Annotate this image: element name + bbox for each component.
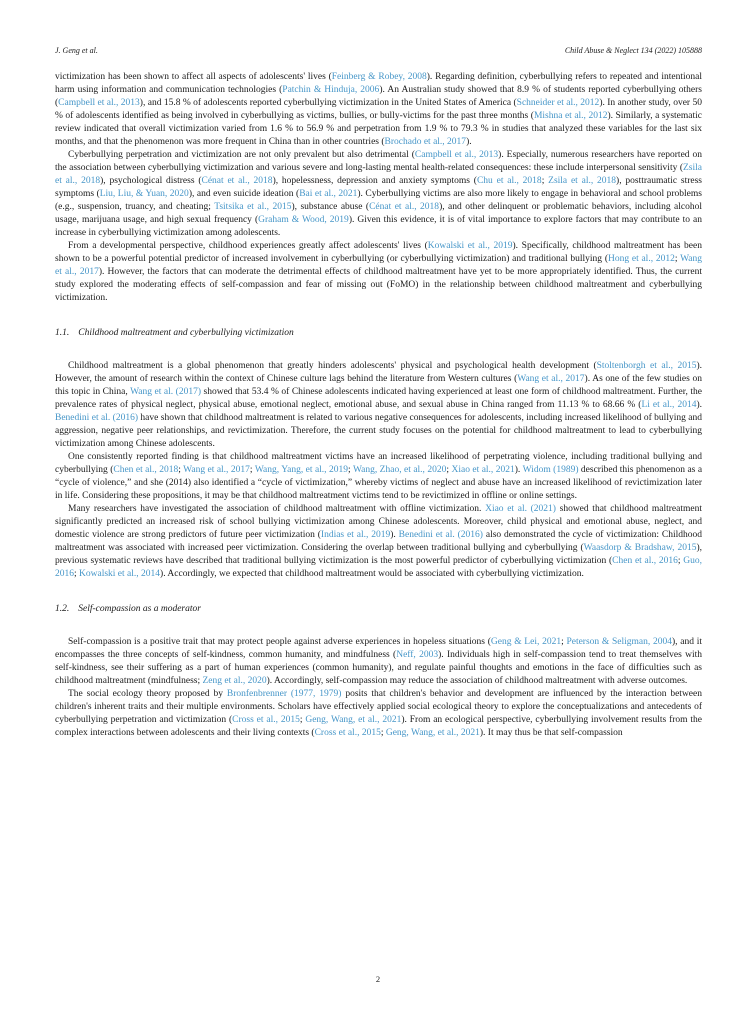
citation-link[interactable]: Campbell et al., 2013 bbox=[414, 150, 499, 160]
citation-link[interactable]: Geng & Lei, 2021 bbox=[490, 637, 562, 647]
running-head bbox=[55, 46, 702, 55]
body-text: Cyberbullying perpetration and victimization are not only prevalent but also detrimental ( bbox=[68, 150, 415, 160]
body-text: ). In another study, over 50 % of adolescents identified as being involved in cyberbullying as victims, bullies, or bully-victims for the past three months ( bbox=[55, 98, 702, 121]
paragraph bbox=[55, 149, 702, 240]
body-text: ; bbox=[677, 556, 684, 566]
citation-link[interactable]: Zeng et al., 2020 bbox=[202, 676, 267, 686]
body-text: ). However, the factors that can moderate the detrimental effects of childhood maltreatment have yet to be more appropriately identified. Thus, the current study explored the moderating effects of self-compassion and fear of missing out (FoMO) in the relationship between childhood maltreatment and cyberbullying victimization. bbox=[55, 267, 702, 303]
body-text: ). It may thus be that self-compassion bbox=[479, 728, 623, 738]
citation-link[interactable]: Wang, Yang, et al., 2019 bbox=[254, 465, 349, 475]
paragraph bbox=[55, 451, 702, 503]
body-text: ). As one of the few studies on this topic in China, bbox=[55, 374, 702, 397]
body-text: The social ecology theory proposed by bbox=[68, 689, 227, 699]
citation-link[interactable]: Widom (1989) bbox=[522, 465, 579, 475]
citation-link[interactable]: Kowalski et al., 2019 bbox=[427, 241, 513, 251]
body-text: ). Accordingly, self-compassion may reduce the association of childhood maltreatment with adverse outcomes. bbox=[266, 676, 688, 686]
body-text: victimization has been shown to affect all aspects of adolescents' lives ( bbox=[55, 72, 332, 82]
citation-link[interactable]: Brochado et al., 2017 bbox=[384, 137, 467, 147]
citation-link[interactable]: Cross et al., 2015 bbox=[232, 715, 300, 725]
citation-link[interactable]: Chen et al., 2018 bbox=[113, 465, 179, 475]
citation-link[interactable]: Hong et al., 2012 bbox=[607, 254, 675, 264]
citation-link[interactable]: Graham & Wood, 2019 bbox=[258, 215, 349, 225]
citation-link[interactable]: Liu, Liu, & Yuan, 2020 bbox=[99, 189, 189, 199]
body-text: ). Especially, numerous researchers have reported on the association between cyberbullying victimization and various severe and long-lasting mental health-related consequences: these include interpersonal sensitivity ( bbox=[55, 150, 702, 173]
citation-link[interactable]: Cross et al., 2015 bbox=[314, 728, 381, 738]
citation-link[interactable]: Wang et al. (2017) bbox=[130, 387, 201, 397]
citation-link[interactable]: Neff, 2003 bbox=[396, 650, 439, 660]
citation-link[interactable]: Bai et al., 2021 bbox=[299, 189, 358, 199]
body-text: ), hopelessness, depression and anxiety symptoms ( bbox=[272, 176, 477, 186]
citation-link[interactable]: Wang et al., 2017 bbox=[55, 254, 703, 277]
citation-link[interactable]: Tsitsika et al., 2015 bbox=[214, 202, 292, 212]
body-text: ). Individuals high in self-compassion tend to treat themselves with self-kindness, see their suffering as a part of human experiences (common humanity), and regulate painful thoughts and emotions in the face of difficulties such as childhood maltreatment (mindfulness; bbox=[55, 650, 702, 686]
body-text: ), posttraumatic stress symptoms ( bbox=[55, 176, 703, 199]
body-text: ; bbox=[348, 465, 353, 475]
body-text: ). Specifically, childhood maltreatment has been shown to be a powerful potential predictor of increased involvement in cyberbullying (or cyberbullying victimization) and traditional bullying ( bbox=[55, 241, 702, 264]
body-text: ; bbox=[674, 254, 681, 264]
body-text: ; bbox=[74, 569, 80, 579]
citation-link[interactable]: Stoltenborgh et al., 2015 bbox=[596, 361, 697, 371]
paragraph bbox=[55, 240, 702, 305]
page-number: 2 bbox=[375, 974, 381, 984]
body-text: showed that childhood maltreatment significantly predicted an increased risk of school bullying victimization among Chinese adolescents. Moreover, child physical and emotional abuse, neglect, and domestic violence are strong predictors of future peer victimization ( bbox=[55, 504, 702, 540]
citation-link[interactable]: Guo, 2016 bbox=[55, 556, 703, 579]
citation-link[interactable]: Xiao et al. (2021) bbox=[485, 504, 556, 514]
citation-link[interactable]: Wang et al., 2017 bbox=[517, 374, 585, 384]
citation-link[interactable]: Zsila et al., 2018 bbox=[548, 176, 617, 186]
body-text: ; bbox=[541, 176, 549, 186]
body-text: ), and it encompasses the three concepts of self-kindness, common humanity, and mindfulness ( bbox=[55, 637, 702, 660]
citation-link[interactable]: Schneider et al., 2012 bbox=[516, 98, 600, 108]
section-heading bbox=[55, 327, 702, 340]
citation-link[interactable]: Wang, Zhao, et al., 2020 bbox=[352, 465, 447, 475]
citation-link[interactable]: Wang et al., 2017 bbox=[183, 465, 250, 475]
body-text: ), previous systematic reviews have described that traditional bullying victimization is the most powerful predictor of cyberbullying victimization ( bbox=[55, 543, 703, 566]
citation-link[interactable]: Kowalski et al., 2014 bbox=[79, 569, 161, 579]
body-text: ; bbox=[561, 637, 567, 647]
body-text: ). bbox=[390, 530, 399, 540]
citation-link[interactable]: Cénat et al., 2018 bbox=[201, 176, 273, 186]
body-text: ), and even suicide ideation ( bbox=[188, 189, 300, 199]
body-text: ), psychological distress ( bbox=[100, 176, 202, 186]
citation-link[interactable]: Waasdorp & Bradshaw, 2015 bbox=[583, 543, 697, 553]
citation-link[interactable]: Zsila et al., 2018 bbox=[55, 163, 702, 186]
body-text: Childhood maltreatment is a global phenomenon that greatly hinders adolescents' physical and psychological health development ( bbox=[68, 361, 597, 371]
body-text: also demonstrated the cycle of victimization: Childhood maltreatment was associated with increased peer victimization. Considering the overlap between traditional bullying and cyberbullying ( bbox=[55, 530, 703, 553]
body-text: showed that 53.4 % of Chinese adolescents indicated having experienced at least one form of childhood maltreatment. Further, the prevalence rates of physical neglect, physical abuse, emotional neglect, emotional abuse, and sexual abuse in China ranged from 11.13 % to 68.66 % ( bbox=[55, 387, 702, 410]
section-number: 1.2. bbox=[55, 604, 70, 614]
citation-link[interactable]: Li et al., 2014 bbox=[641, 400, 697, 410]
section-number: 1.1. bbox=[55, 328, 70, 338]
body-text: ). bbox=[466, 137, 472, 147]
body-text: ; bbox=[446, 465, 452, 475]
citation-link[interactable]: Benedini et al. (2016) bbox=[398, 530, 483, 540]
citation-link[interactable]: Benedini et al. (2016) bbox=[55, 413, 138, 423]
section-title: Childhood maltreatment and cyberbullying victimization bbox=[78, 328, 294, 338]
body-text: ). Similarly, a systematic review indicated that overall victimization varied from 1.6 % to 56.9 % and perpetration from 1.9 % to 79.3 % in studies that analyzed these variables for the last six months, and that the phenomenon was more frequent in China than in other countries ( bbox=[55, 111, 702, 147]
citation-link[interactable]: Patchin & Hinduja, 2006 bbox=[282, 85, 380, 95]
paragraph bbox=[55, 688, 702, 740]
body-text: have shown that childhood maltreatment is related to various negative consequences for adolescents, including increased likelihood of bullying and aggression, negative peer relationships, and revictimization. Therefore, the current study focuses on the potential for childhood maltreatment to lead to cyberbullying victimization among Chinese adolescents. bbox=[55, 413, 702, 449]
citation-link[interactable]: Feinberg & Robey, 2008 bbox=[331, 72, 427, 82]
citation-link[interactable]: Cénat et al., 2018 bbox=[369, 202, 440, 212]
body-text: Many researchers have investigated the association of childhood maltreatment with offline victimization. bbox=[68, 504, 486, 514]
body-text: ; bbox=[380, 728, 386, 738]
body-text: ). Accordingly, we expected that childhood maltreatment would be associated with cyberbullying victimization. bbox=[160, 569, 584, 579]
body-text: ). From an ecological perspective, cyberbullying involvement results from the complex interactions between adolescents and their living contexts ( bbox=[55, 715, 703, 738]
citation-link[interactable]: Geng, Wang, et al., 2021 bbox=[305, 715, 402, 725]
paragraph bbox=[55, 71, 702, 149]
citation-link[interactable]: Peterson & Seligman, 2004 bbox=[566, 637, 672, 647]
running-head-author: J. Geng et al. bbox=[55, 46, 98, 55]
citation-link[interactable]: Chen et al., 2016 bbox=[612, 556, 678, 566]
article-body bbox=[55, 71, 702, 740]
page-inner bbox=[55, 46, 702, 740]
body-text: ; bbox=[178, 465, 184, 475]
citation-link[interactable]: Campbell et al., 2013 bbox=[58, 98, 140, 108]
body-text: described this phenomenon as a “cycle of violence,” and she (2014) also identified a “cycle of victimization,” whereby victims of neglect and abuse have an increased likelihood of revictimization later in life. Considering these propositions, it may be that childhood maltreatment victims tend to be revictimized in offline or online settings. bbox=[55, 465, 703, 501]
body-text: One consistently reported finding is that childhood maltreatment victims have an increased likelihood of perpetrating violence, including traditional bullying and cyberbullying ( bbox=[55, 452, 702, 475]
citation-link[interactable]: Indias et al., 2019 bbox=[320, 530, 391, 540]
body-text: ). Regarding definition, cyberbullying refers to repeated and intentional harm using information and communication technologies ( bbox=[55, 72, 702, 95]
citation-link[interactable]: Chu et al., 2018 bbox=[476, 176, 542, 186]
body-text: ). Cyberbullying victims are also more likely to engage in behavioral and school problems (e.g., suspension, truancy, and cheating; bbox=[55, 189, 702, 212]
paragraph bbox=[55, 360, 702, 451]
section-title: Self-compassion as a moderator bbox=[78, 604, 201, 614]
citation-link[interactable]: Geng, Wang, et al., 2021 bbox=[385, 728, 480, 738]
citation-link[interactable]: Mishna et al., 2012 bbox=[533, 111, 608, 121]
body-text: ; bbox=[299, 715, 306, 725]
body-text: ). An Australian study showed that 8.9 % of students reported cyberbullying others ( bbox=[55, 85, 702, 108]
body-text: posits that children's behavior and development are influenced by the interaction between children's inherent traits and their multiple environments. Scholars have effectively applied social ecological theory to explore the conceptualizations and antecedents of cyberbullying perpetration and victimization ( bbox=[55, 689, 702, 725]
page-footer bbox=[0, 974, 756, 984]
running-head-journal: Child Abuse & Neglect 134 (2022) 105888 bbox=[564, 46, 702, 55]
citation-link[interactable]: Xiao et al., 2021 bbox=[451, 465, 515, 475]
paragraph bbox=[55, 636, 702, 688]
paragraph bbox=[55, 503, 702, 581]
body-text: ). bbox=[696, 400, 702, 410]
body-text: ), and other delinquent or problematic behaviors, including alcohol usage, marijuana usage, and high sexual frequency ( bbox=[55, 202, 702, 225]
body-text: From a developmental perspective, childhood experiences greatly affect adolescents' lives ( bbox=[68, 241, 428, 251]
citation-link[interactable]: Bronfenbrenner (1977, 1979) bbox=[226, 689, 342, 699]
body-text: ). Given this evidence, it is of vital importance to explore factors that may contribute to an increase in cyberbullying victimization among adolescents. bbox=[55, 215, 702, 238]
body-text: ). bbox=[514, 465, 523, 475]
body-text: ), and 15.8 % of adolescents reported cyberbullying victimization in the United States of America ( bbox=[139, 98, 517, 108]
body-text: ), substance abuse ( bbox=[291, 202, 370, 212]
body-text: ). However, the amount of research within the context of Chinese culture lags behind the literature from Western cultures ( bbox=[55, 361, 702, 384]
body-text: ; bbox=[249, 465, 255, 475]
section-heading bbox=[55, 603, 702, 616]
body-text: Self-compassion is a positive trait that may protect people against adverse experiences in hopeless situations ( bbox=[68, 637, 491, 647]
